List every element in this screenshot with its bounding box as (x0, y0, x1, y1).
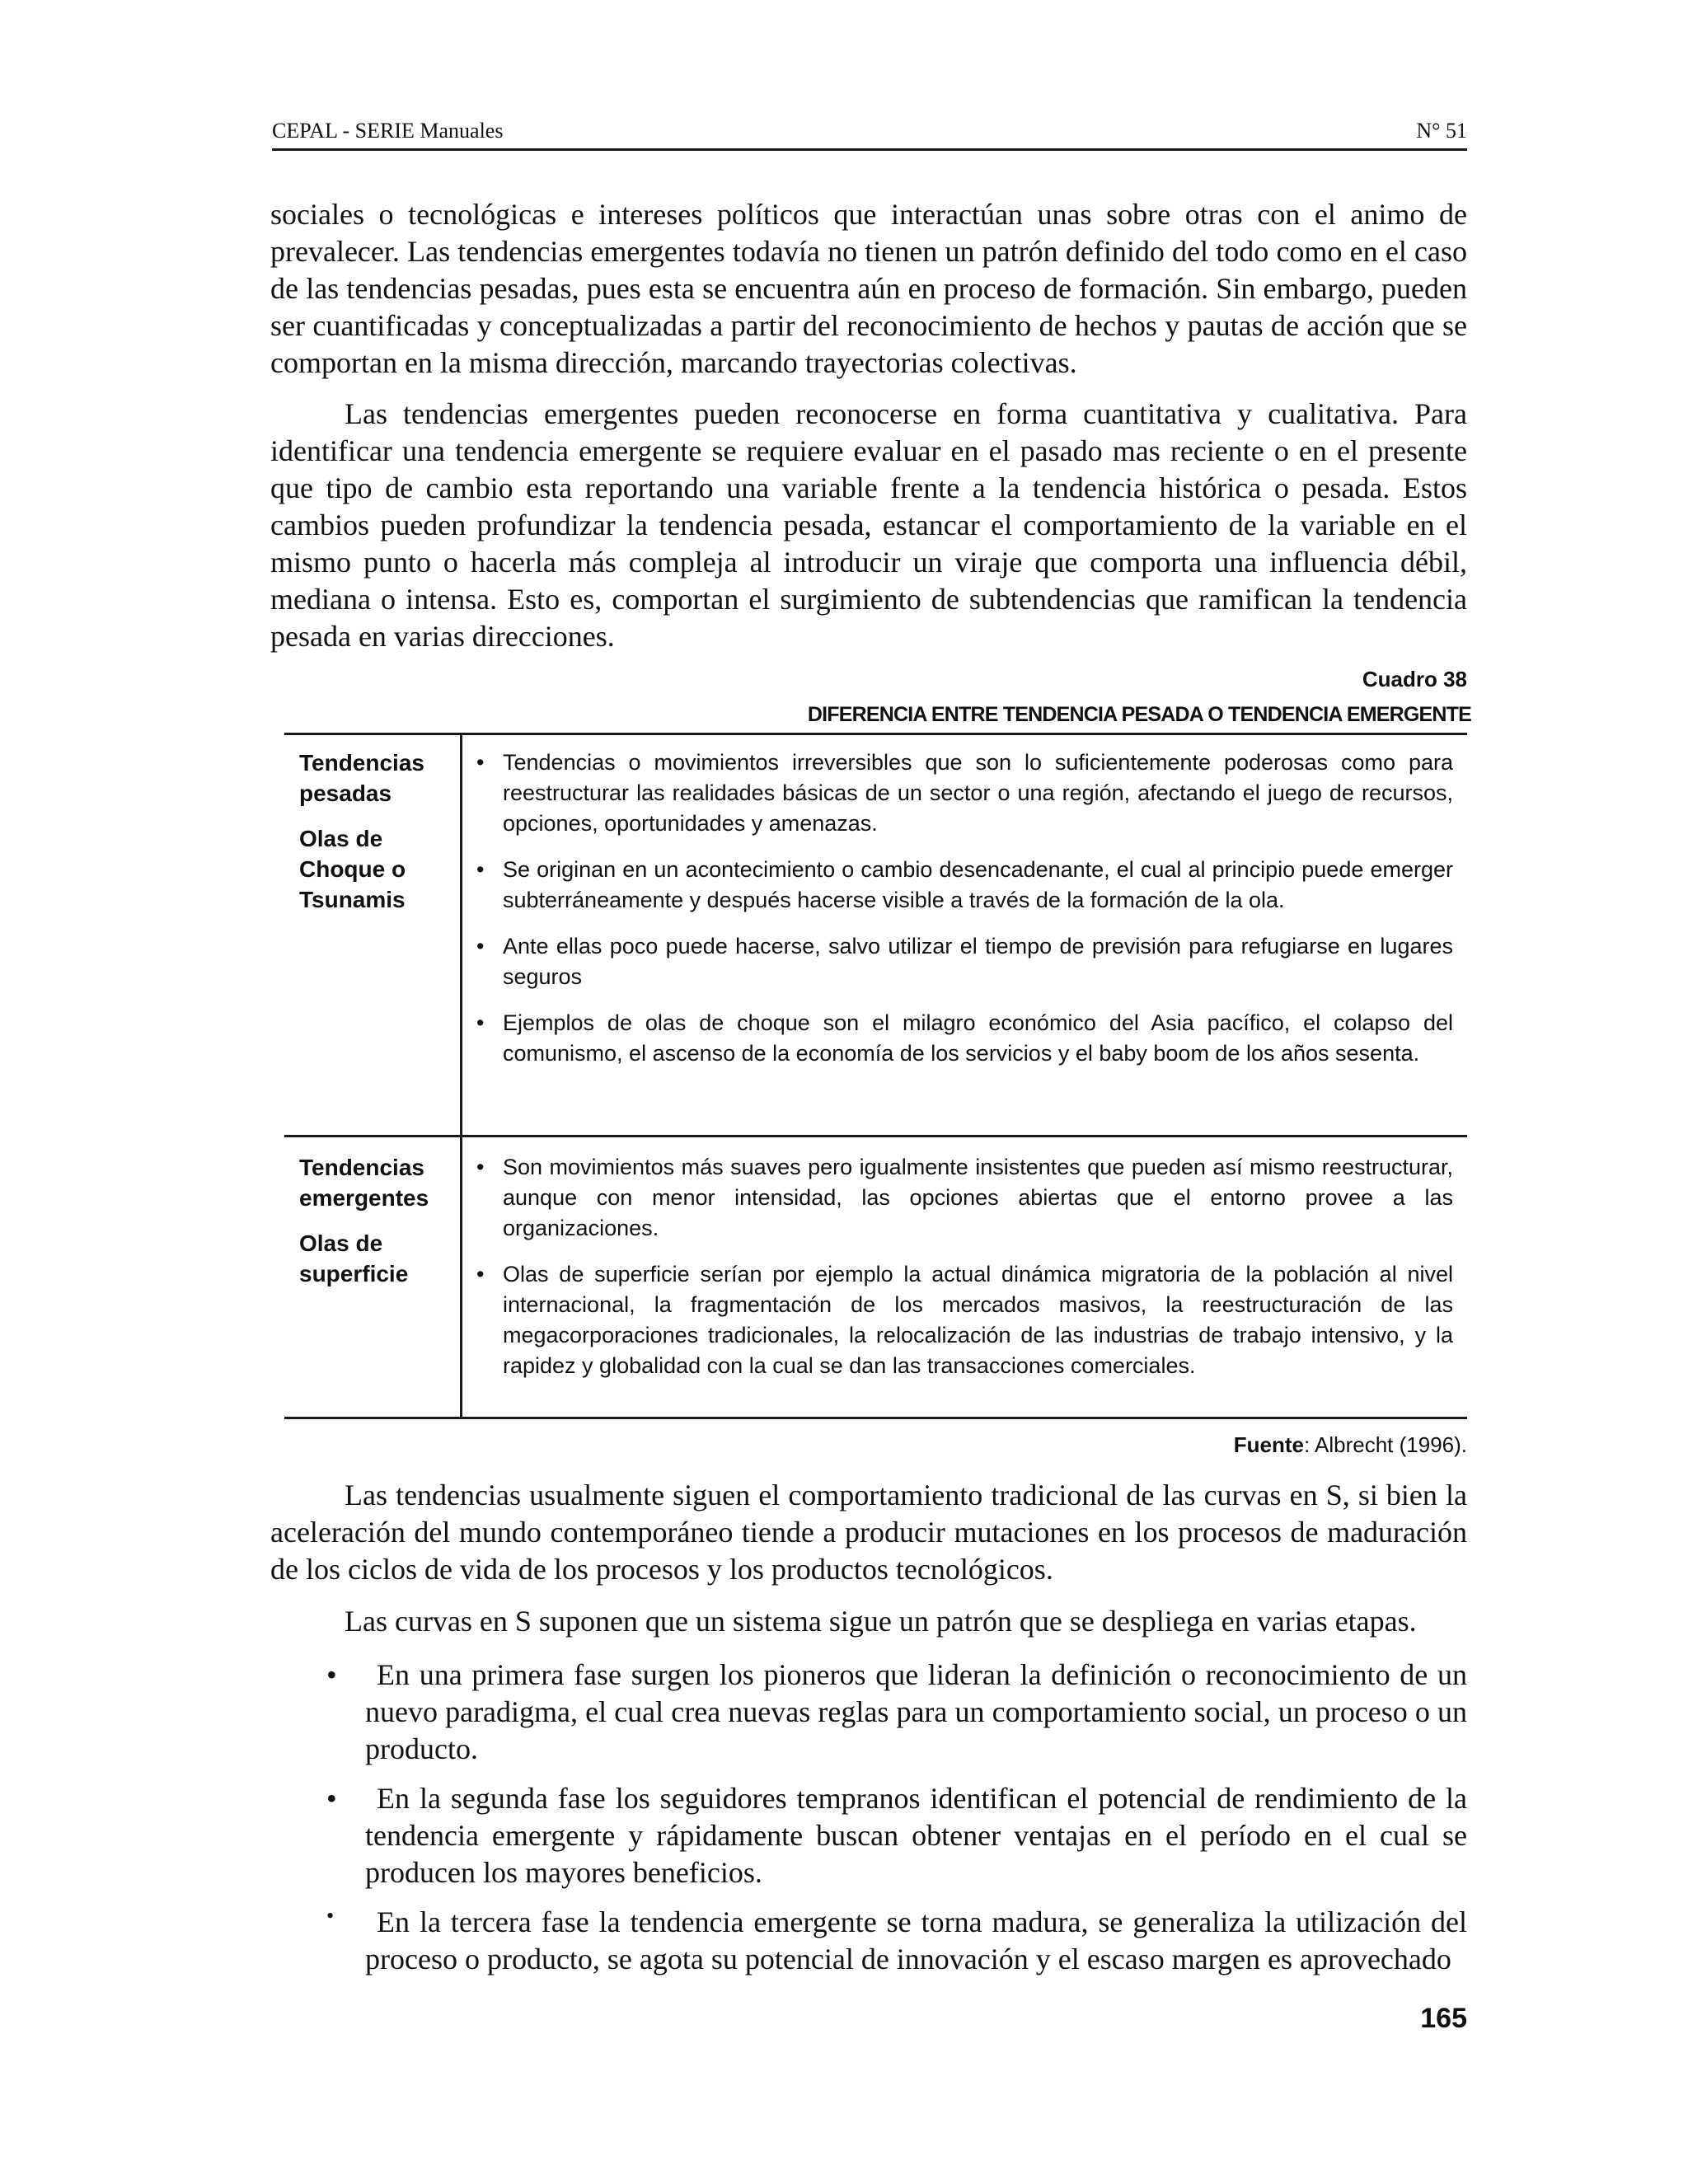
table-source (989, 1432, 1467, 1458)
table-row-bullets (476, 748, 1453, 1085)
source-text: : Albrecht (1996). (1304, 1432, 1467, 1457)
list-item (270, 1780, 1467, 1891)
table-bullet: • Ante ellas poco puede hacerse, salvo utilizar el tiempo de previsión para refugiarse en lugares seguros (476, 931, 1453, 992)
list-item-text: En una primera fase surgen los pioneros que lideran la definición o reconocimiento de un nuevo paradigma, el cual crea nuevas reglas para un comportamiento social, un proceso o un producto. (365, 1658, 1467, 1765)
table-bullet: • Se originan en un acontecimiento o cambio desencadenante, el cual al principio puede emerger subterráneamente y después hacerse visible a través de la formación de la ola. (476, 855, 1453, 916)
header-issue-number: N° 51 (1416, 119, 1467, 143)
table-row-label (299, 1152, 452, 1289)
header-series-title: CEPAL - SERIE Manuales (272, 119, 504, 143)
paragraph-4: Las curvas en S suponen que un sistema sigue un patrón que se despliega en varias etapas. (345, 1605, 1417, 1638)
table-row-label (299, 748, 452, 915)
row-label-secondary: Olas de Choque o Tsunamis (299, 826, 406, 912)
source-label: Fuente (1233, 1432, 1304, 1457)
bullet-icon: • (326, 1658, 337, 1691)
page-number: 165 (1420, 2003, 1467, 2034)
list-item (270, 1904, 1467, 1978)
table-bullet: • Ejemplos de olas de choque son el milagro económico del Asia pacífico, el colapso del comunismo, el ascenso de la economía de los servicios y el baby boom de los años sesenta. (476, 1008, 1453, 1069)
paragraph-3: Las tendencias usualmente siguen el comportamiento tradicional de las curvas en S, si bien la aceleración del mundo contemporáneo tiende a producir mutaciones en los procesos de maduración de los ciclos de vida de los procesos y los productos tecnológicos. (270, 1479, 1467, 1586)
list-item-text: En la segunda fase los seguidores tempranos identifican el potencial de rendimiento de la tendencia emergente y rápidamente buscan obtener ventajas en el período en el cual se producen los mayores beneficios. (365, 1782, 1467, 1889)
table-title: DIFERENCIA ENTRE TENDENCIA PESADA O TENDENCIA EMERGENTE (807, 703, 1471, 726)
row-label-secondary: Olas de superficie (299, 1230, 409, 1286)
row-label-primary: Tendencias pesadas (299, 750, 424, 806)
paragraph-2: Las tendencias emergentes pueden reconocerse en forma cuantitativa y cualitativa. Para identificar una tendencia emergente se requiere evaluar en el pasado mas reciente o en el presente que tipo de cambio esta reportando una variable frente a la tendencia histórica o pesada. Estos cambios pueden profundizar la tendencia pesada, estancar el comportamiento de la variable en el mismo punto o hacerla más compleja al introducir un viraje que comporta una influencia débil, mediana o intensa. Esto es, comportan el surgimiento de subtendencias que ramifican la tendencia pesada en varias direcciones. (270, 397, 1467, 653)
row-label-primary: Tendencias emergentes (299, 1155, 429, 1211)
s-curve-stages-list (270, 1657, 1467, 1990)
bullet-icon: • (326, 1904, 335, 1928)
table-caption: Cuadro 38 (1362, 667, 1467, 691)
bullet-icon: • (326, 1782, 337, 1815)
table-column-divider-row2 (460, 1135, 462, 1417)
list-item (270, 1657, 1467, 1768)
table-bullet: • Tendencias o movimientos irreversibles que son lo suficientemente poderosas como para reestructurar las realidades básicas de un sector o una región, afectando el juego de recursos, opciones, oportunidades y amenazas. (476, 748, 1453, 839)
table-column-divider-row1 (460, 733, 462, 1135)
running-header (272, 115, 1467, 151)
list-item-text: En la tercera fase la tendencia emergente se torna madura, se generaliza la utilización del proceso o producto, se agota su potencial de innovación y el escaso margen es aprovechado (365, 1905, 1467, 1975)
table-bullet: • Olas de superficie serían por ejemplo la actual dinámica migratoria de la población al nivel internacional, la fragmentación de los mercados masivos, la reestructuración de las megacorporaciones tradicionales, la relocalización de las industrias de trabajo intensivo, y la rapidez y globalidad con la cual se dan las transacciones comerciales. (476, 1259, 1453, 1381)
table-bullet: • Son movimientos más suaves pero igualmente insistentes que pueden así mismo reestructurar, aunque con menor intensidad, las opciones abiertas que el entorno provee a las organizaciones. (476, 1152, 1453, 1244)
table-row-bullets (476, 1152, 1453, 1397)
paragraph-1: sociales o tecnológicas e intereses políticos que interactúan unas sobre otras con el animo de prevalecer. Las tendencias emergentes todavía no tienen un patrón definido del todo como en el caso de las tendencias pesadas, pues esta se encuentra aún en proceso de formación. Sin embargo, pueden ser cuantificadas y conceptualizadas a partir del reconocimiento de hechos y pautas de acción que se comportan en la misma dirección, marcando trayectorias colectivas. (270, 198, 1467, 379)
table-bottom-rule (284, 1417, 1467, 1419)
